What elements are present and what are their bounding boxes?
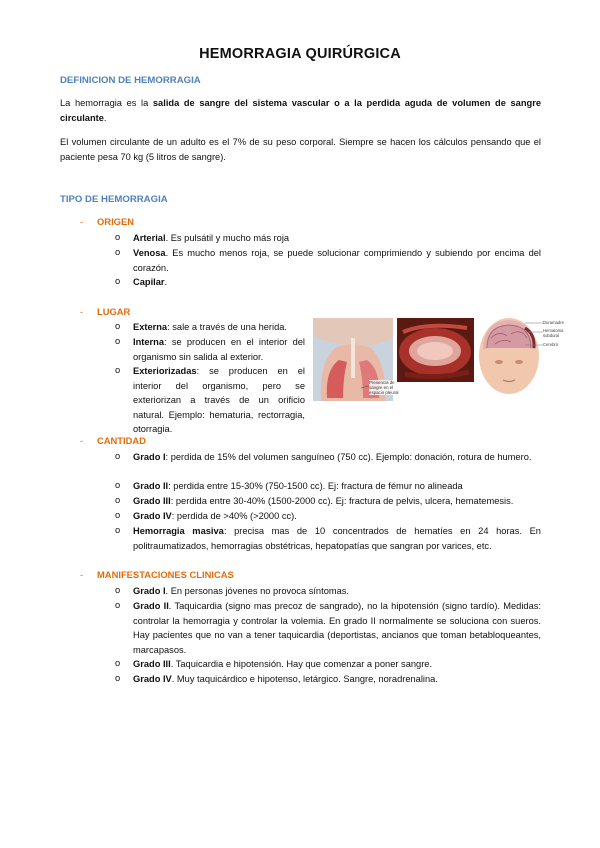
bullet-marker: o (115, 585, 121, 595)
item-text: : perdida de 15% del volumen sanguíneo (750 cc). Ejemplo: donación, rotura de humero. (165, 452, 532, 462)
list-item (133, 509, 541, 524)
item-term: Interna (133, 337, 164, 347)
item-text: . Muy taquicárdico e hipotenso, letárgico. Sangre, noradrenalina. (171, 674, 438, 684)
laryngoscopy-image (397, 318, 474, 382)
item-term: Grado I (133, 586, 166, 596)
item-term: Grado IV (133, 674, 172, 684)
list-item (133, 479, 541, 494)
list-item (133, 364, 305, 437)
bullet-marker: o (115, 673, 121, 683)
item-term: Venosa (133, 248, 166, 258)
item-text: . Taquicardia e hipotensión. Hay que comenzar a poner sangre. (170, 659, 433, 669)
item-term: Grado IV (133, 511, 172, 521)
list-item (133, 231, 541, 246)
item-text: . Es pulsátil y mucho más roja (165, 233, 290, 243)
item-term: Externa (133, 322, 168, 332)
item-term: Exteriorizadas (133, 366, 197, 376)
section-lugar (80, 306, 130, 317)
list-item (133, 320, 305, 335)
definicion-bold-text: salida de sangre del sistema vascular o a la perdida aguda de volumen de sangre circulante (60, 98, 541, 123)
bullet-marker: o (115, 336, 121, 346)
item-text: : se producen en el interior del organismo, pero se exteriorizan a través de un orificio natural. Ejemplo: hematuria, rectorragia, otorragia. (133, 366, 305, 434)
bullet-marker: o (115, 232, 121, 242)
bullet-marker: o (115, 480, 121, 490)
item-text: : precisa mas de 10 concentrados de hematíes en 24 horas. En politraumatizados, hemorragias obstétricas, hepatopatías que sangran por varices, etc. (133, 526, 541, 551)
item-term: Grado II (133, 601, 169, 611)
tipo-heading: TIPO DE HEMORRAGIA (60, 194, 168, 205)
item-text: . En personas jóvenes no provoca síntomas. (165, 586, 350, 596)
definicion-paragraph-1 (60, 96, 541, 125)
dash-marker: - (80, 435, 84, 446)
list-item (133, 524, 541, 553)
item-term: Capilar (133, 277, 165, 287)
section-cantidad (80, 435, 146, 446)
section-label: LUGAR (97, 306, 131, 317)
dash-marker: - (80, 569, 84, 580)
list-item (133, 246, 541, 275)
bullet-marker: o (115, 321, 121, 331)
page-title: HEMORRAGIA QUIRÚRGICA (199, 46, 401, 62)
bullet-marker: o (115, 600, 121, 610)
brain-label-cerebro: Cerebro (543, 342, 559, 347)
dash-marker: - (80, 216, 84, 227)
item-text: . (164, 277, 168, 287)
brain-label-duramadre: Duramadre (543, 320, 564, 325)
bullet-marker: o (115, 365, 121, 375)
definicion-heading: DEFINICION DE HEMORRAGIA (60, 75, 201, 86)
item-text: : perdida de >40% (>2000 cc). (171, 511, 297, 521)
brain-label-hematoma: Hematoma subdural (543, 328, 564, 338)
bullet-marker: o (115, 247, 121, 257)
section-label: CANTIDAD (97, 435, 146, 446)
bullet-marker: o (115, 276, 121, 286)
item-term: Grado I (133, 452, 166, 462)
section-manifestaciones (80, 569, 234, 580)
section-label: MANIFESTACIONES CLINICAS (97, 569, 234, 580)
item-text: : se producen en el interior del organismo sin salida al exterior. (133, 337, 305, 362)
list-item (133, 584, 541, 599)
list-item (133, 335, 305, 364)
item-term: Grado II (133, 481, 169, 491)
bullet-marker: o (115, 495, 121, 505)
item-text: : perdida entre 30-40% (1500-2000 cc). Ej: fractura de pelvis, ulcera, hematemesis. (170, 496, 514, 506)
brain-leader-lines (525, 318, 545, 350)
section-label: ORIGEN (97, 216, 134, 227)
chest-caption: Presencia de sangre en el espacio pleural (369, 380, 409, 395)
dash-marker: - (80, 306, 84, 317)
list-item (133, 450, 541, 465)
list-item (133, 494, 541, 509)
bullet-marker: o (115, 451, 121, 461)
bullet-marker: o (115, 525, 121, 535)
list-item (133, 657, 541, 672)
item-text: : perdida entre 15-30% (750-1500 cc). Ej: fractura de fémur no alineada (168, 481, 463, 491)
section-origen (80, 216, 134, 227)
bullet-marker: o (115, 658, 121, 668)
definicion-paragraph-2: El volumen circulante de un adulto es el 7% de su peso corporal. Siempre se hacen los cálculos pensando que el paciente pesa 70 kg (5 litros de sangre). (60, 137, 541, 162)
item-term: Hemorragia masiva (133, 526, 224, 536)
item-term: Arterial (133, 233, 166, 243)
bullet-marker: o (115, 510, 121, 520)
list-item (133, 275, 541, 290)
list-item (133, 672, 541, 687)
item-term: Grado III (133, 659, 171, 669)
item-text: . Taquicardia (signo mas precoz de sangrado), no la hipotensión (signo tardío). Medidas: controlar la hemorragia y controlar la volemia. En grado II normalmente se soluciona con sueros. Hay pacientes que no van a tener taquicardia (deportistas, ancianos que toman betabloqueantes, marcapasos. (133, 601, 541, 655)
list-item (133, 599, 541, 657)
item-text: : sale a través de una herida. (167, 322, 288, 332)
definicion-text-end: . (103, 112, 107, 123)
item-term: Grado III (133, 496, 171, 506)
definicion-text: La hemorragia es la (60, 98, 153, 108)
item-text: . Es mucho menos roja, se puede solucionar comprimiendo y subiendo por encima del corazón. (133, 248, 541, 273)
